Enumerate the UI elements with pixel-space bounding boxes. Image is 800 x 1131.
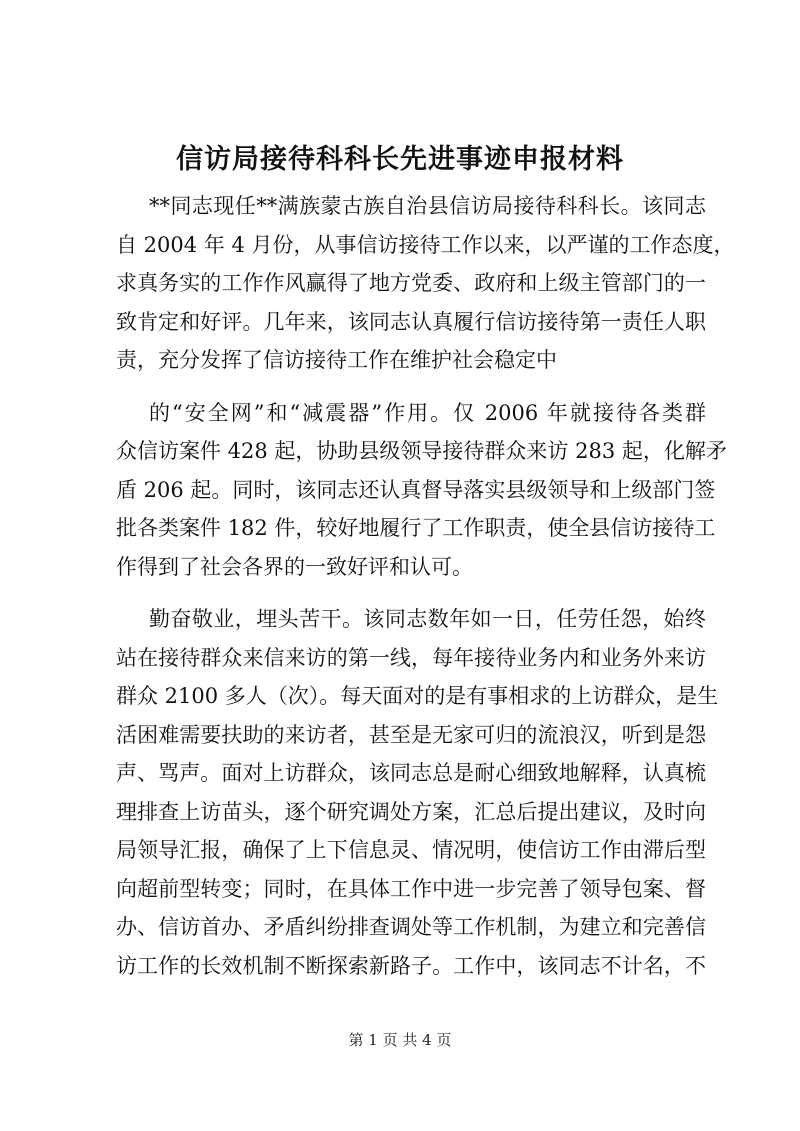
text-line: 访工作的长效机制不断探索新路子。工作中，该同志不计名，不 bbox=[116, 953, 706, 978]
text-line: 局领导汇报，确保了上下信息灵、情况明，使信访工作由滞后型 bbox=[116, 838, 706, 862]
text-line: 理排查上访苗头，逐个研究调处方案，汇总后提出建议，及时向 bbox=[116, 799, 706, 824]
text-line: 的“安全网”和“减震器”作用。仅 2006 年就接待各类群 bbox=[149, 400, 706, 425]
text-line: 活困难需要扶助的来访者，甚至是无家可归的流浪汉，听到是怨 bbox=[116, 722, 706, 747]
text-line: 求真务实的工作作风赢得了地方党委、政府和上级主管部门的一 bbox=[116, 271, 706, 295]
text-line: 作得到了社会各界的一致好评和认可。 bbox=[116, 554, 473, 579]
paragraph bbox=[116, 187, 735, 380]
paragraph bbox=[116, 600, 719, 985]
paragraph bbox=[116, 394, 727, 587]
text-line: 站在接待群众来信来访的第一线，每年接待业务内和业务外来访 bbox=[116, 645, 706, 670]
text-line: 办、信访首办、矛盾纠纷排查调处等工作机制，为建立和完善信 bbox=[116, 915, 706, 939]
text-line: 责，充分发挥了信访接待工作在维护社会稳定中 bbox=[116, 348, 557, 372]
text-line: 向超前型转变；同时，在具体工作中进一步完善了领导包案、督 bbox=[116, 876, 706, 901]
text-line: 批各类案件 182 件，较好地履行了工作职责，使全县信访接待工 bbox=[116, 516, 716, 540]
text-line: 群众 2100 多人（次）。每天面对的是有事相求的上访群众，是生 bbox=[116, 684, 719, 708]
text-line: 勤奋敬业，埋头苦干。该同志数年如一日，任劳任怨，始终 bbox=[149, 607, 706, 631]
text-line: 盾 206 起。同时，该同志还认真督导落实县级领导和上级部门签 bbox=[116, 477, 716, 502]
paragraph-gap bbox=[116, 586, 706, 600]
page-footer: 第 1 页 共 4 页 bbox=[348, 1031, 452, 1049]
text-line: 声、骂声。面对上访群众，该同志总是耐心细致地解释，认真梳 bbox=[116, 761, 706, 785]
text-line: 自 2004 年 4 月份，从事信访接待工作以来，以严谨的工作态度， bbox=[116, 232, 735, 257]
paragraph-gap bbox=[116, 380, 706, 394]
text-line: **同志现任**满族蒙古族自治县信访局接待科科长。该同志 bbox=[149, 194, 706, 218]
text-line: 致肯定和好评。几年来，该同志认真履行信访接待第一责任人职 bbox=[116, 309, 706, 334]
text-line: 众信访案件 428 起，协助县级领导接待群众来访 283 起，化解矛 bbox=[116, 439, 727, 463]
document-body bbox=[116, 187, 735, 985]
document-title: 信访局接待科科长先进事迹申报材料 bbox=[176, 144, 624, 175]
